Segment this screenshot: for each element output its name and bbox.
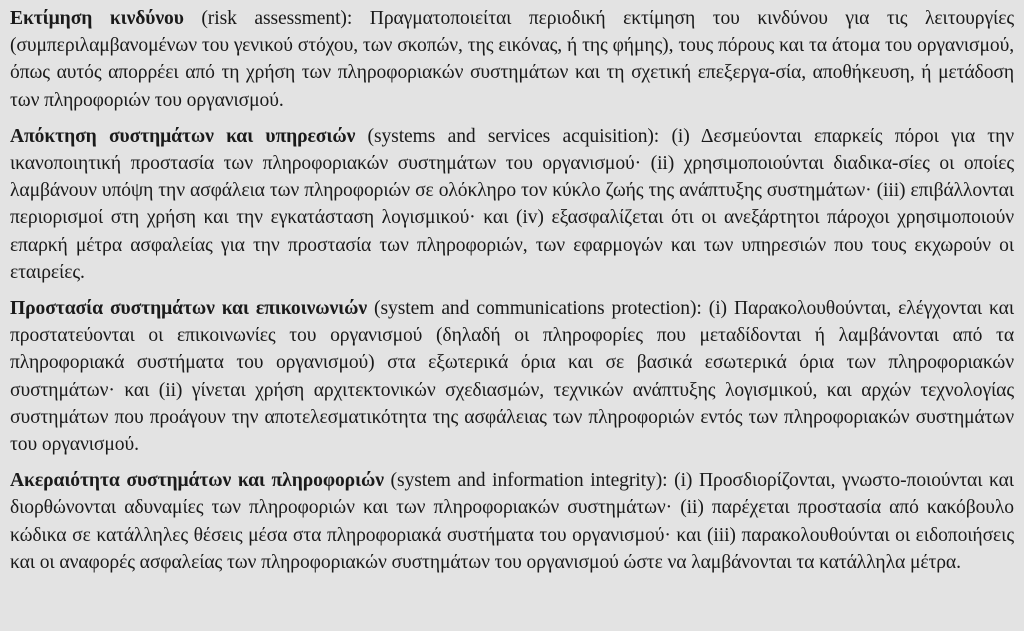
entry-term: Ακεραιότητα συστημάτων και πληροφοριών xyxy=(10,470,384,492)
entry-body: (i) Δεσμεύονται επαρκείς πόροι για την ικανοποιητική προστασία των πληροφοριακών συστημάτων του οργανισμού· (ii) χρησιμοποιούνται διαδικα-σίες οι οποίες λαμβάνουν υπόψη την ασφάλεια των πληροφοριών σε ολόκληρο τον κύκλο ζωής της ανάπτυξης συστημάτων· (iii) επιβάλλονται περιορισμοί στη χρήση και την εγκατάσταση λογισμικού· και (iv) εξασφαλίζεται ότι οι ανεξάρτητοι πάροχοι χρησιμοποιούν επαρκή μέτρα ασφαλείας για την προστασία των πληροφοριών, των εφαρμογών και των υπηρεσιών που τους εκχωρούν οι εταιρείες. xyxy=(10,125,1014,283)
entry-body: (i) Παρακολουθούνται, ελέγχονται και προστατεύονται οι επικοινωνίες του οργανισμού (δηλαδή οι πληροφορίες που μεταδίδονται ή λαμβάνονται από τα πληροφοριακά συστήματα του οργανισμού) στα εξωτερικά όρια και σε βασικά εσωτερικά όρια των πληροφοριακών συστημάτων· και (ii) γίνεται χρήση αρχιτεκτονικών σχεδιασμών, τεχνικών ανάπτυξης λογισμικού, και αρχών τεχνολογίας συστημάτων που προάγουν την αποτελεσματικότητα της ασφάλειας των πληροφοριών εντός των πληροφοριακών συστημάτων του οργανισμού. xyxy=(10,298,1014,456)
entry-body: (i) Προσδιορίζονται, γνωστο-ποιούνται και διορθώνονται αδυναμίες των πληροφοριών και των πληροφοριακών συστημάτων· (ii) παρέχεται προστασία από κακόβουλο κώδικα σε κατάλληλες θέσεις μέσα στα πληροφοριακά συστήματα του οργανισμού· και (iii) παρακολουθούνται οι ειδοποιήσεις και οι αναφορές ασφαλείας των πληροφοριακών συστημάτων του οργανισμού ώστε να λαμβάνονται τα κατάλληλα μέτρα. xyxy=(10,470,1014,573)
entry-term: Απόκτηση συστημάτων και υπηρεσιών xyxy=(10,125,356,147)
entry-gloss: (risk assessment): xyxy=(201,8,353,29)
entry-term: Εκτίμηση κινδύνου xyxy=(10,8,184,29)
entry-gloss: (systems and services acquisition): xyxy=(367,125,660,147)
entry-system-communications-protection xyxy=(10,295,1014,458)
entry-term: Προστασία συστημάτων και επικοινωνιών xyxy=(10,298,367,320)
entry-risk-assessment xyxy=(10,5,1014,114)
entry-gloss: (system and information integrity): xyxy=(390,470,668,492)
entry-gloss: (system and communications protection): xyxy=(374,298,702,320)
entry-systems-services-acquisition xyxy=(10,123,1014,286)
entry-body: Πραγματοποιείται περιοδική εκτίμηση του κινδύνου για τις λειτουργίες (συμπεριλαμβανομένων του γενικού στόχου, των σκοπών, της εικόνας, ή της φήμης), τους πόρους και τα άτομα του οργανισμού, όπως αυτός απορρέει από τη χρήση των πληροφοριακών συστημάτων και τη σχετική επεξεργα-σία, αποθήκευση, ή μετάδοση των πληροφοριών του οργανισμού. xyxy=(10,8,1014,111)
entry-system-information-integrity xyxy=(10,467,1014,576)
